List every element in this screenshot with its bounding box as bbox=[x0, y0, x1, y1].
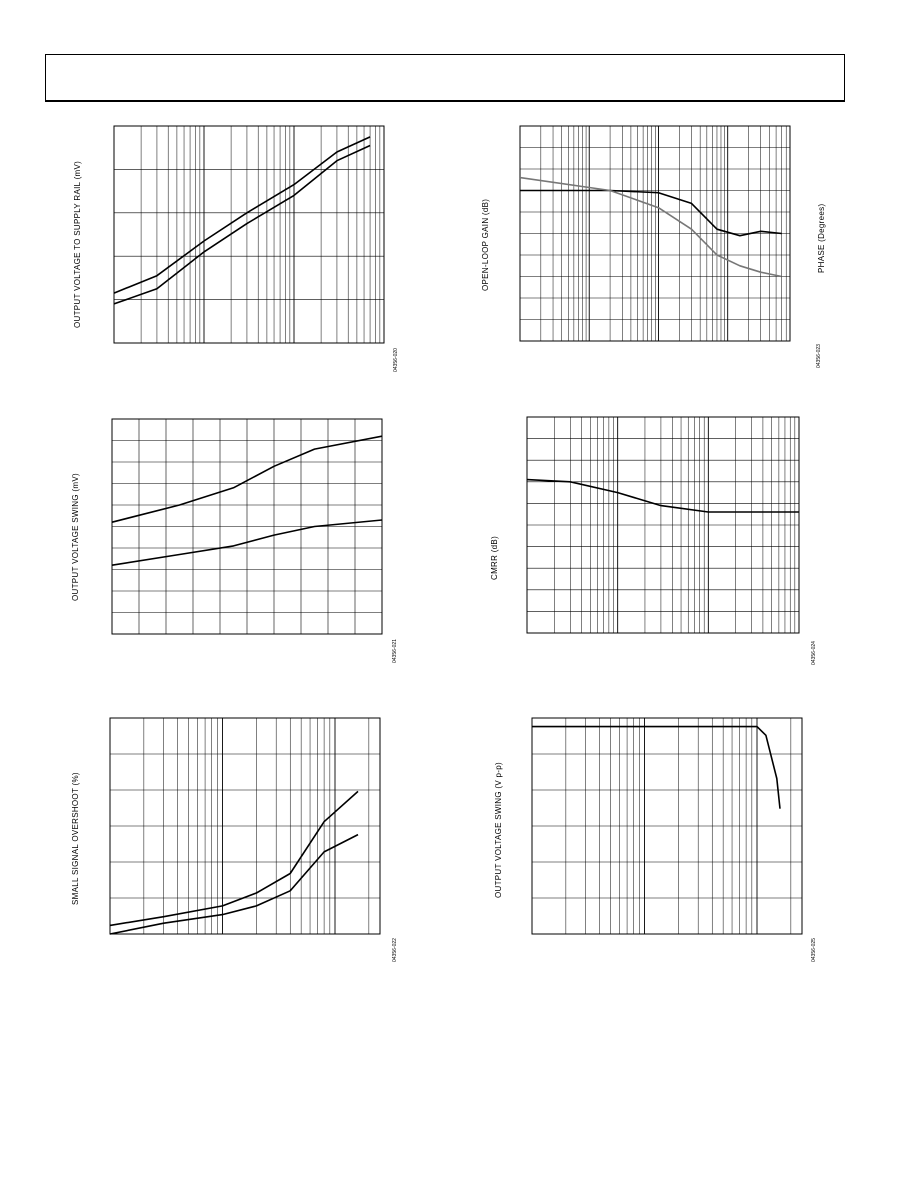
series-line-1 bbox=[527, 480, 799, 512]
y-axis-label: CMRR (dB) bbox=[490, 535, 499, 580]
chart-6 bbox=[532, 718, 802, 934]
chart-1 bbox=[114, 126, 384, 343]
y-axis-label: OUTPUT VOLTAGE SWING (V p-p) bbox=[494, 762, 503, 898]
series-line-1 bbox=[520, 191, 782, 236]
figure-code: 04356-021 bbox=[392, 639, 398, 663]
series-line-2 bbox=[114, 137, 370, 293]
y2-axis-label: PHASE (Degrees) bbox=[817, 203, 826, 273]
figure-code: 04356-020 bbox=[393, 348, 399, 372]
chart-3 bbox=[110, 718, 380, 934]
chart-5 bbox=[527, 417, 799, 633]
chart-2 bbox=[112, 419, 382, 634]
y-axis-label: OUTPUT VOLTAGE SWING (mV) bbox=[71, 473, 80, 601]
series-line-1 bbox=[532, 727, 780, 809]
chart-4 bbox=[520, 126, 790, 341]
figure-code: 04356-022 bbox=[392, 938, 398, 962]
y-axis-label: OPEN-LOOP GAIN (dB) bbox=[481, 198, 490, 291]
figure-code: 04356-023 bbox=[816, 344, 822, 368]
figure-code: 04356-025 bbox=[811, 938, 817, 962]
y-axis-label: SMALL SIGNAL OVERSHOOT (%) bbox=[71, 772, 80, 905]
figure-code: 04356-024 bbox=[811, 641, 817, 665]
series-line-1 bbox=[110, 791, 358, 925]
y-axis-label: OUTPUT VOLTAGE TO SUPPLY RAIL (mV) bbox=[73, 160, 82, 328]
